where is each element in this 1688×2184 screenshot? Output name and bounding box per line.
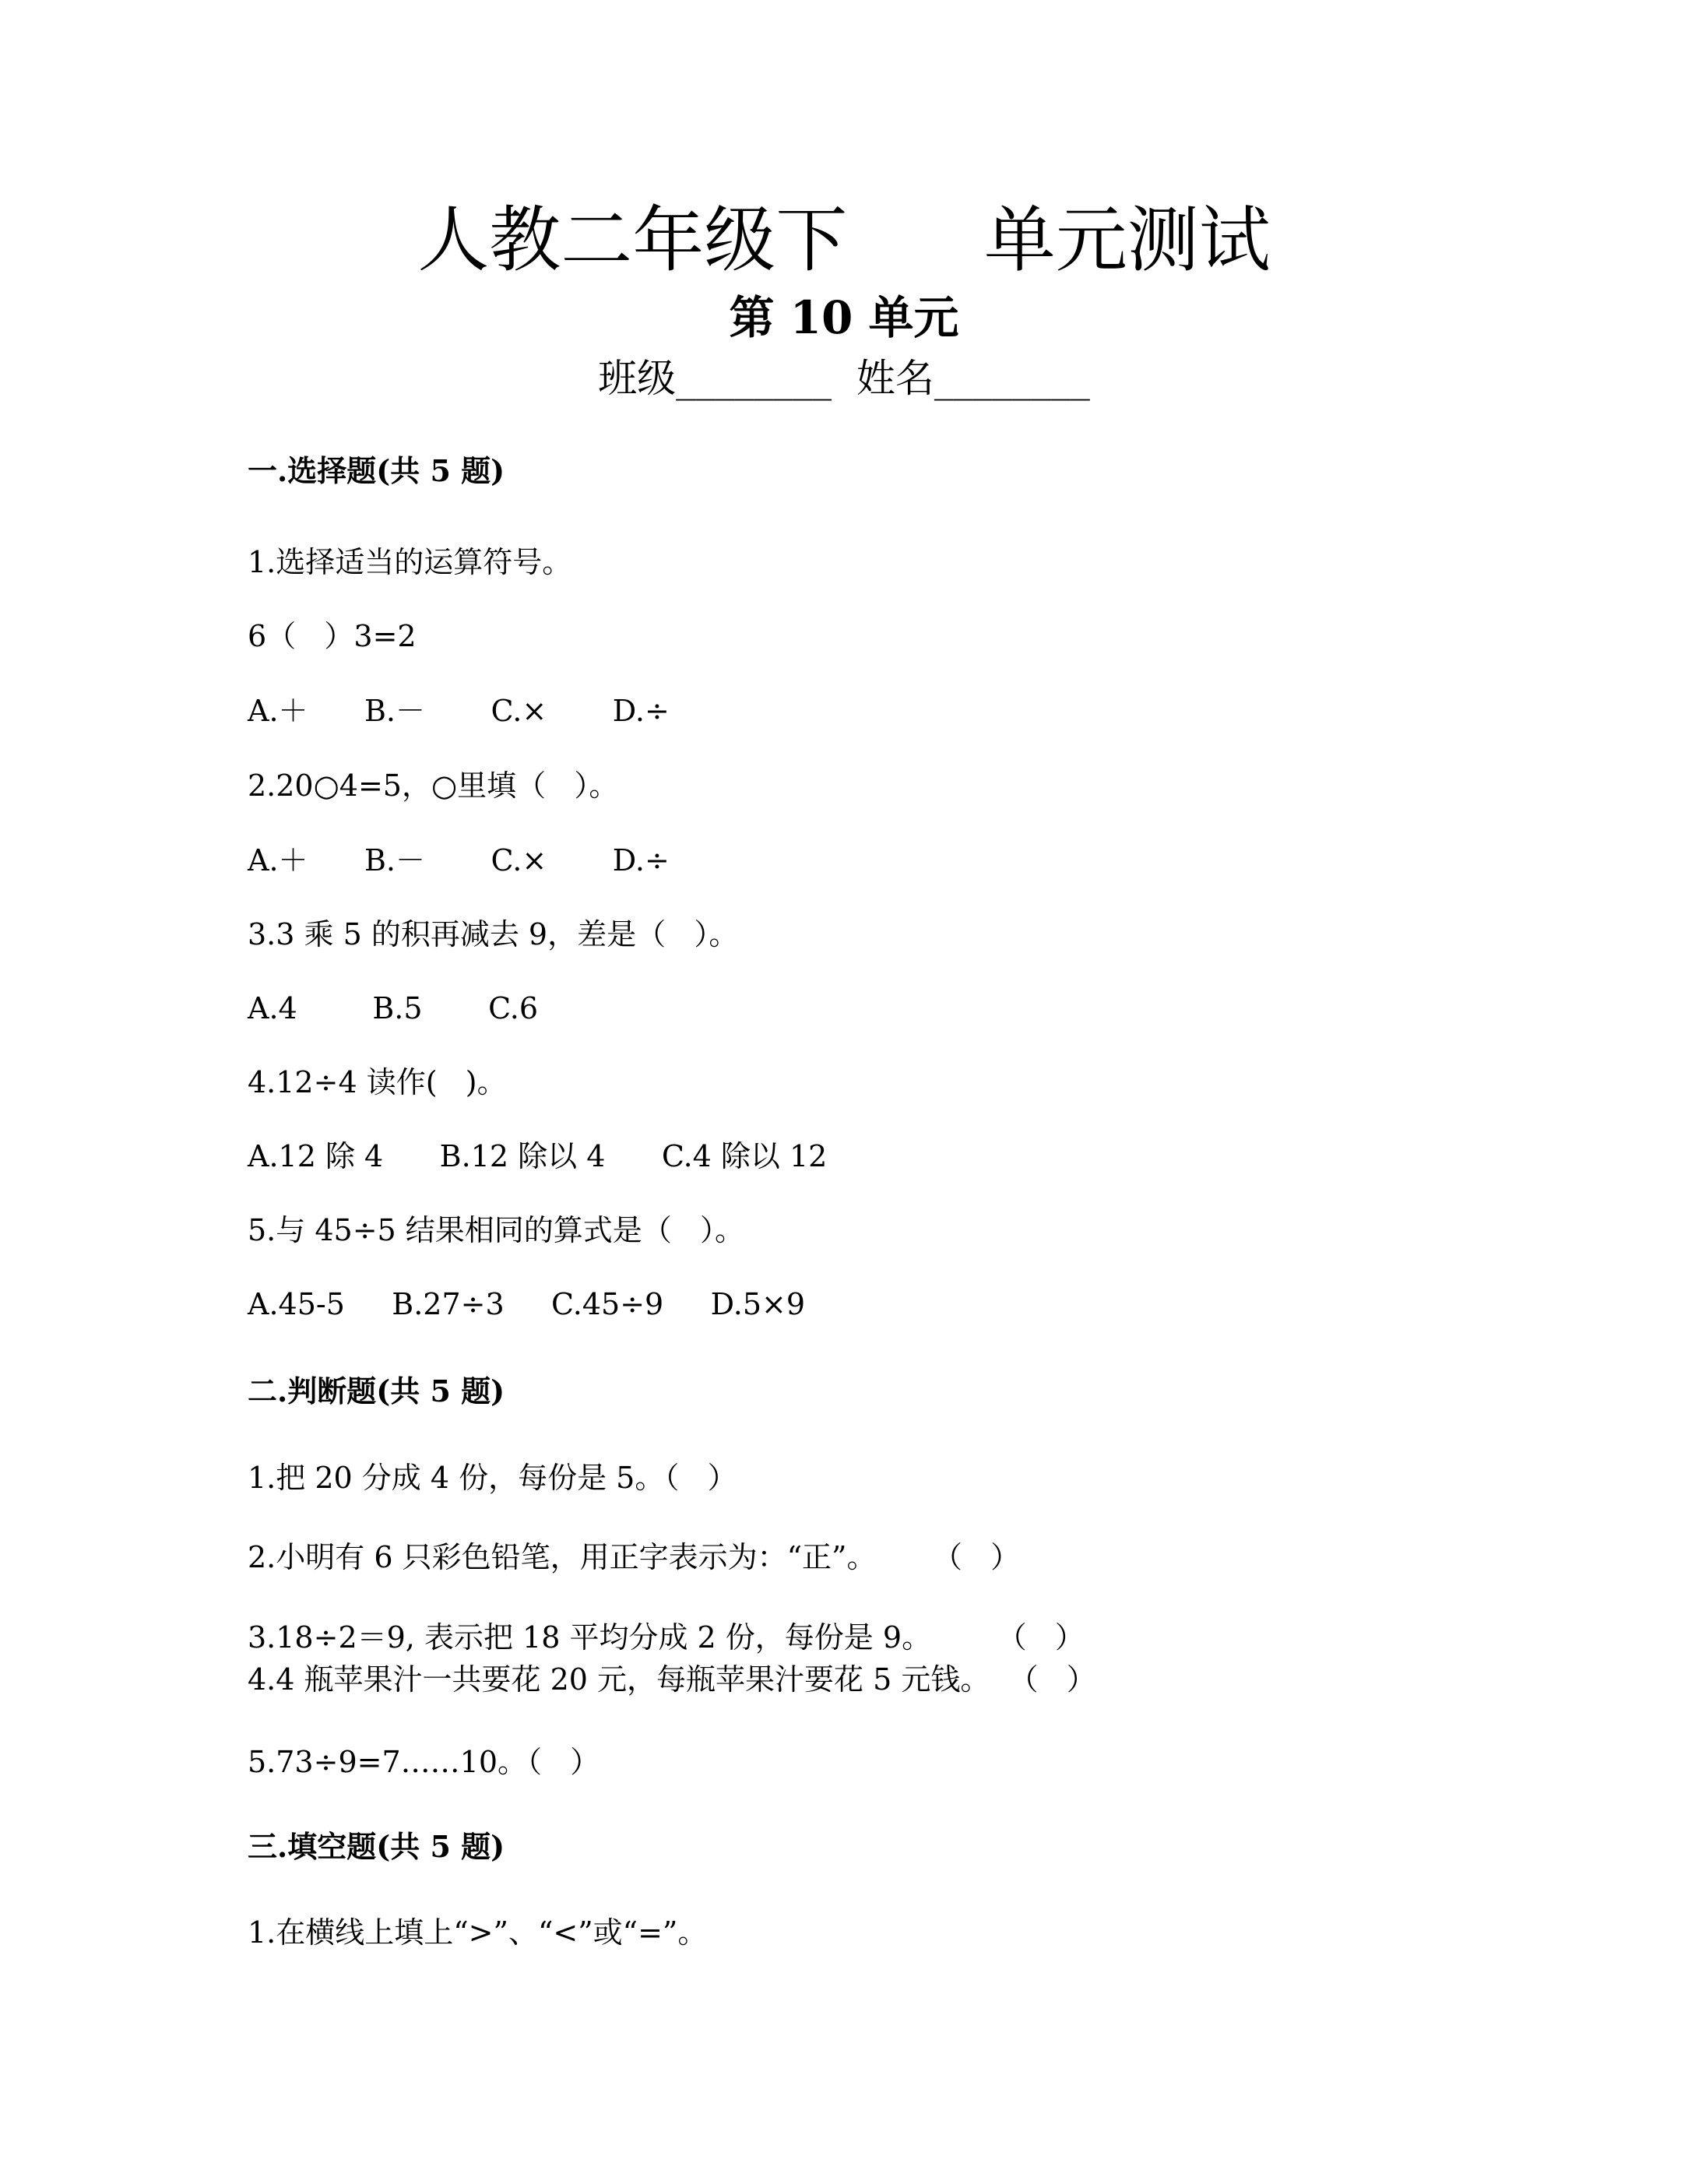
answer-options: A.12 除 4 B.12 除以 4 C.4 除以 12 <box>248 1139 828 1173</box>
section-heading-choice: 一.选择题(共 5 题) <box>248 453 505 488</box>
question-text: 4.12÷4 读作( )。 <box>248 1065 507 1099</box>
question-text: 2.小明有 6 只彩色铅笔，用正字表示为：“正”。 （ ） <box>248 1540 1021 1574</box>
question-text: 1.选择适当的运算符号。 <box>248 545 572 579</box>
question-text: 3.3 乘 5 的积再减去 9，差是（ ）。 <box>248 917 739 951</box>
answer-options: A.＋ B.－ C.× D.÷ <box>248 843 670 877</box>
question-text: 3.18÷2＝9, 表示把 18 平均分成 2 份，每份是 9。 （ ） <box>248 1620 1085 1655</box>
section-heading-fill: 三.填空题(共 5 题) <box>248 1829 505 1864</box>
answer-options: A.＋ B.－ C.× D.÷ <box>248 694 670 728</box>
class-name-line: 班级________ 姓名________ <box>598 356 1090 401</box>
question-text: 4.4 瓶苹果汁一共要花 20 元，每瓶苹果汁要花 5 元钱。 （ ） <box>248 1662 1096 1697</box>
page-title: 人教二年级下 单元测试 <box>417 199 1271 282</box>
answer-options: A.45-5 B.27÷3 C.45÷9 D.5×9 <box>248 1287 806 1321</box>
unit-subtitle: 第 10 单元 <box>729 291 959 344</box>
question-text: 2.20○4=5，○里填（ ）。 <box>248 768 619 803</box>
question-text: 5.73÷9=7……10。（ ） <box>248 1745 600 1779</box>
question-text: 1.在横线上填上“>”、“<”或“=”。 <box>248 1915 708 1950</box>
question-text: 5.与 45÷5 结果相同的算式是（ ）。 <box>248 1213 745 1247</box>
question-text: 6（ ）3=2 <box>248 619 417 653</box>
question-text: 1.把 20 分成 4 份，每份是 5。（ ） <box>248 1461 737 1495</box>
answer-options: A.4 B.5 C.6 <box>248 991 539 1025</box>
section-heading-judge: 二.判断题(共 5 题) <box>248 1373 505 1409</box>
